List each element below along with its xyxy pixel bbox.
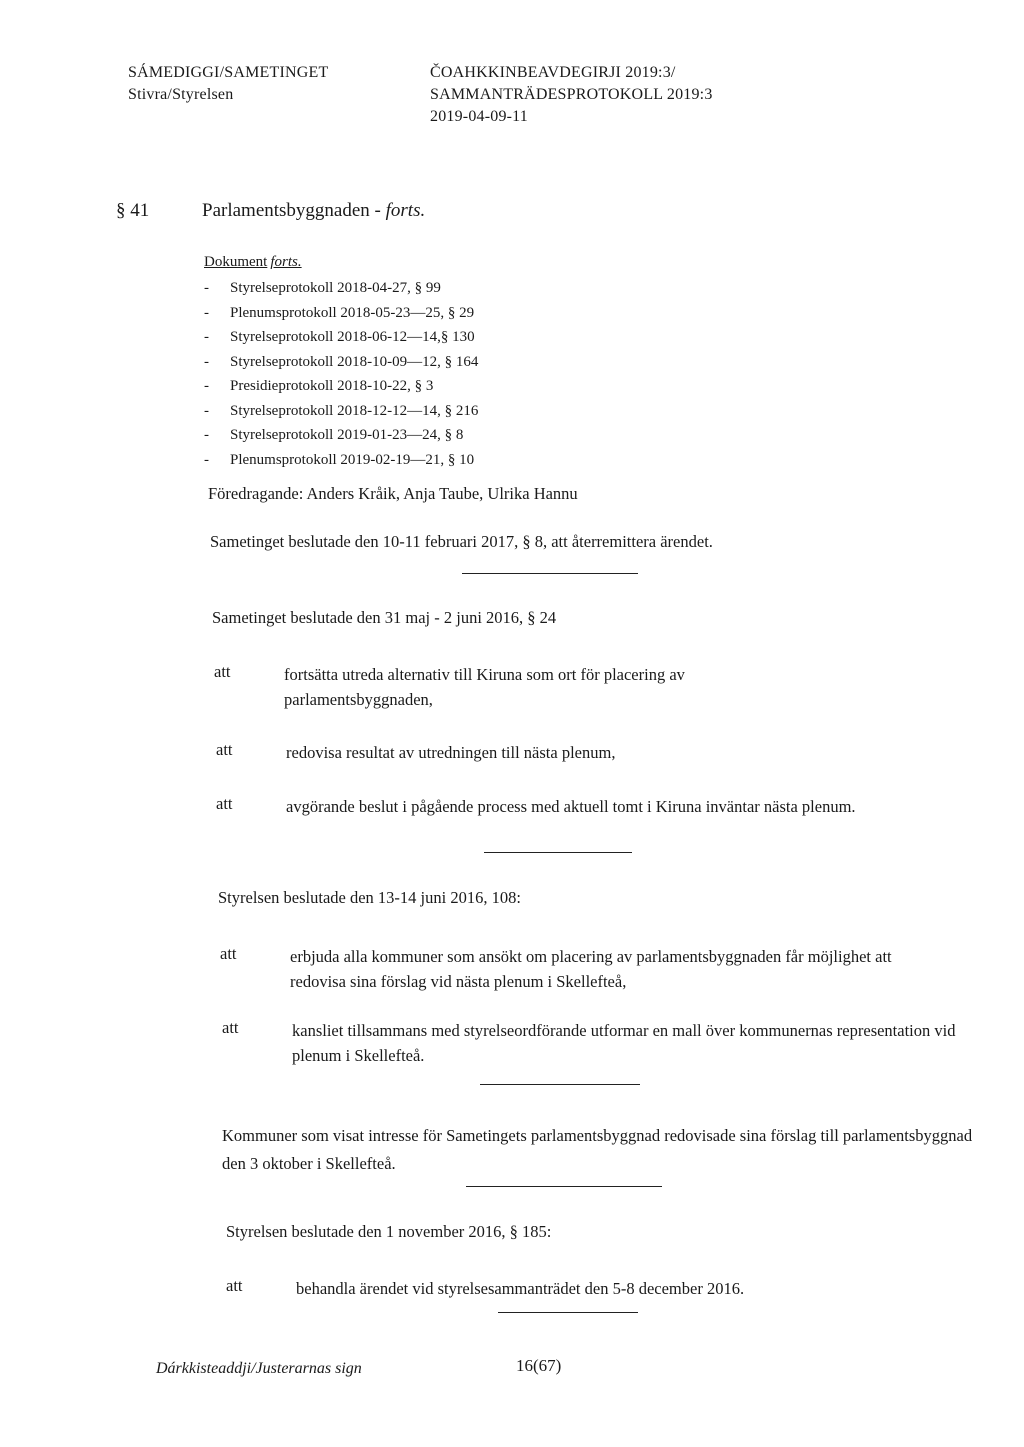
section-title-suffix: forts.	[385, 200, 426, 221]
att-clause: att redovisa resultat av utredningen till nästa plenum,	[216, 740, 616, 762]
header-protocol-line2: SAMMANTRÄDESPROTOKOLL 2019:3	[430, 86, 713, 103]
documents-list	[204, 276, 478, 472]
styrelsen-nov-intro: Styrelsen beslutade den 1 november 2016, § 185:	[226, 1222, 552, 1241]
list-item: - Styrelseprotokoll 2018-12-12—14, § 216	[204, 402, 479, 419]
list-item: - Plenumsprotokoll 2018-05-23—25, § 29	[204, 304, 475, 321]
foredragande-line: Föredragande: Anders Kråik, Anja Taube, Ulrika Hannu	[208, 484, 578, 503]
list-item: - Styrelseprotokoll 2018-10-09—12, § 164	[204, 353, 479, 370]
divider	[462, 573, 638, 574]
list-item: - Presidieprotokoll 2018-10-22, § 3	[204, 378, 434, 394]
att-clause: att avgörande beslut i pågående process med aktuell tomt i Kiruna inväntar nästa plenum.	[216, 794, 856, 816]
divider	[466, 1186, 662, 1187]
divider	[498, 1312, 638, 1313]
list-item: - Plenumsprotokoll 2019-02-19—21, § 10	[204, 451, 475, 468]
header-protocol	[430, 62, 713, 128]
section-number: § 41	[116, 200, 150, 221]
header-org-line1: SÁMEDIGGI/SAMETINGET	[128, 64, 329, 81]
att-clause: att erbjuda alla kommuner som ansökt om placering av parlamentsbyggnaden får möjlighet att redovisa sina förslag vid nästa plenum i Skellefteå,	[220, 944, 892, 991]
footer-page-number: 16(67)	[516, 1356, 562, 1375]
sametinget-2016-intro: Sametinget beslutade den 31 maj - 2 juni 2016, § 24	[212, 608, 557, 627]
att-clause: att fortsätta utreda alternativ till Kiruna som ort för placering av parlamentsbyggnaden,	[214, 662, 685, 709]
sametinget-2017-decision: Sametinget beslutade den 10-11 februari 2017, § 8, att återremittera ärendet.	[210, 532, 713, 551]
styrelsen-2016-intro: Styrelsen beslutade den 13-14 juni 2016, 108:	[218, 888, 521, 907]
header-date: 2019-04-09-11	[430, 108, 528, 125]
documents-label	[204, 254, 302, 271]
section-title: Parlamentsbyggnaden -	[202, 200, 386, 221]
att-clause: att kansliet tillsammans med styrelseordförande utformar en mall över kommunernas representation vid plenum i Skellefteå.	[222, 1018, 956, 1065]
divider	[480, 1084, 640, 1085]
header-org-line2: Stivra/Styrelsen	[128, 86, 234, 103]
footer-signature-label: Dárkkisteaddji/Justerarnas sign	[156, 1360, 362, 1377]
att-clause: att behandla ärendet vid styrelsesammanträdet den 5-8 december 2016.	[226, 1276, 745, 1298]
header-protocol-line1: ČOAHKKINBEAVDEGIRJI 2019:3/	[430, 64, 676, 81]
list-item: - Styrelseprotokoll 2018-06-12—14,§ 130	[204, 329, 475, 345]
kommuner-paragraph: Kommuner som visat intresse för Sametingets parlamentsbyggnad redovisade sina förslag till parlamentsbyggnad den 3 oktober i Skellefteå.	[222, 1126, 973, 1173]
header-organization	[128, 62, 328, 106]
list-item: - Styrelseprotokoll 2018-04-27, § 99	[204, 280, 441, 296]
section-heading	[116, 200, 425, 222]
list-item: - Styrelseprotokoll 2019-01-23—24, § 8	[204, 427, 464, 443]
documents-label-suffix: forts.	[270, 254, 302, 270]
documents-label-text: Dokument	[204, 254, 268, 270]
divider	[484, 852, 632, 853]
